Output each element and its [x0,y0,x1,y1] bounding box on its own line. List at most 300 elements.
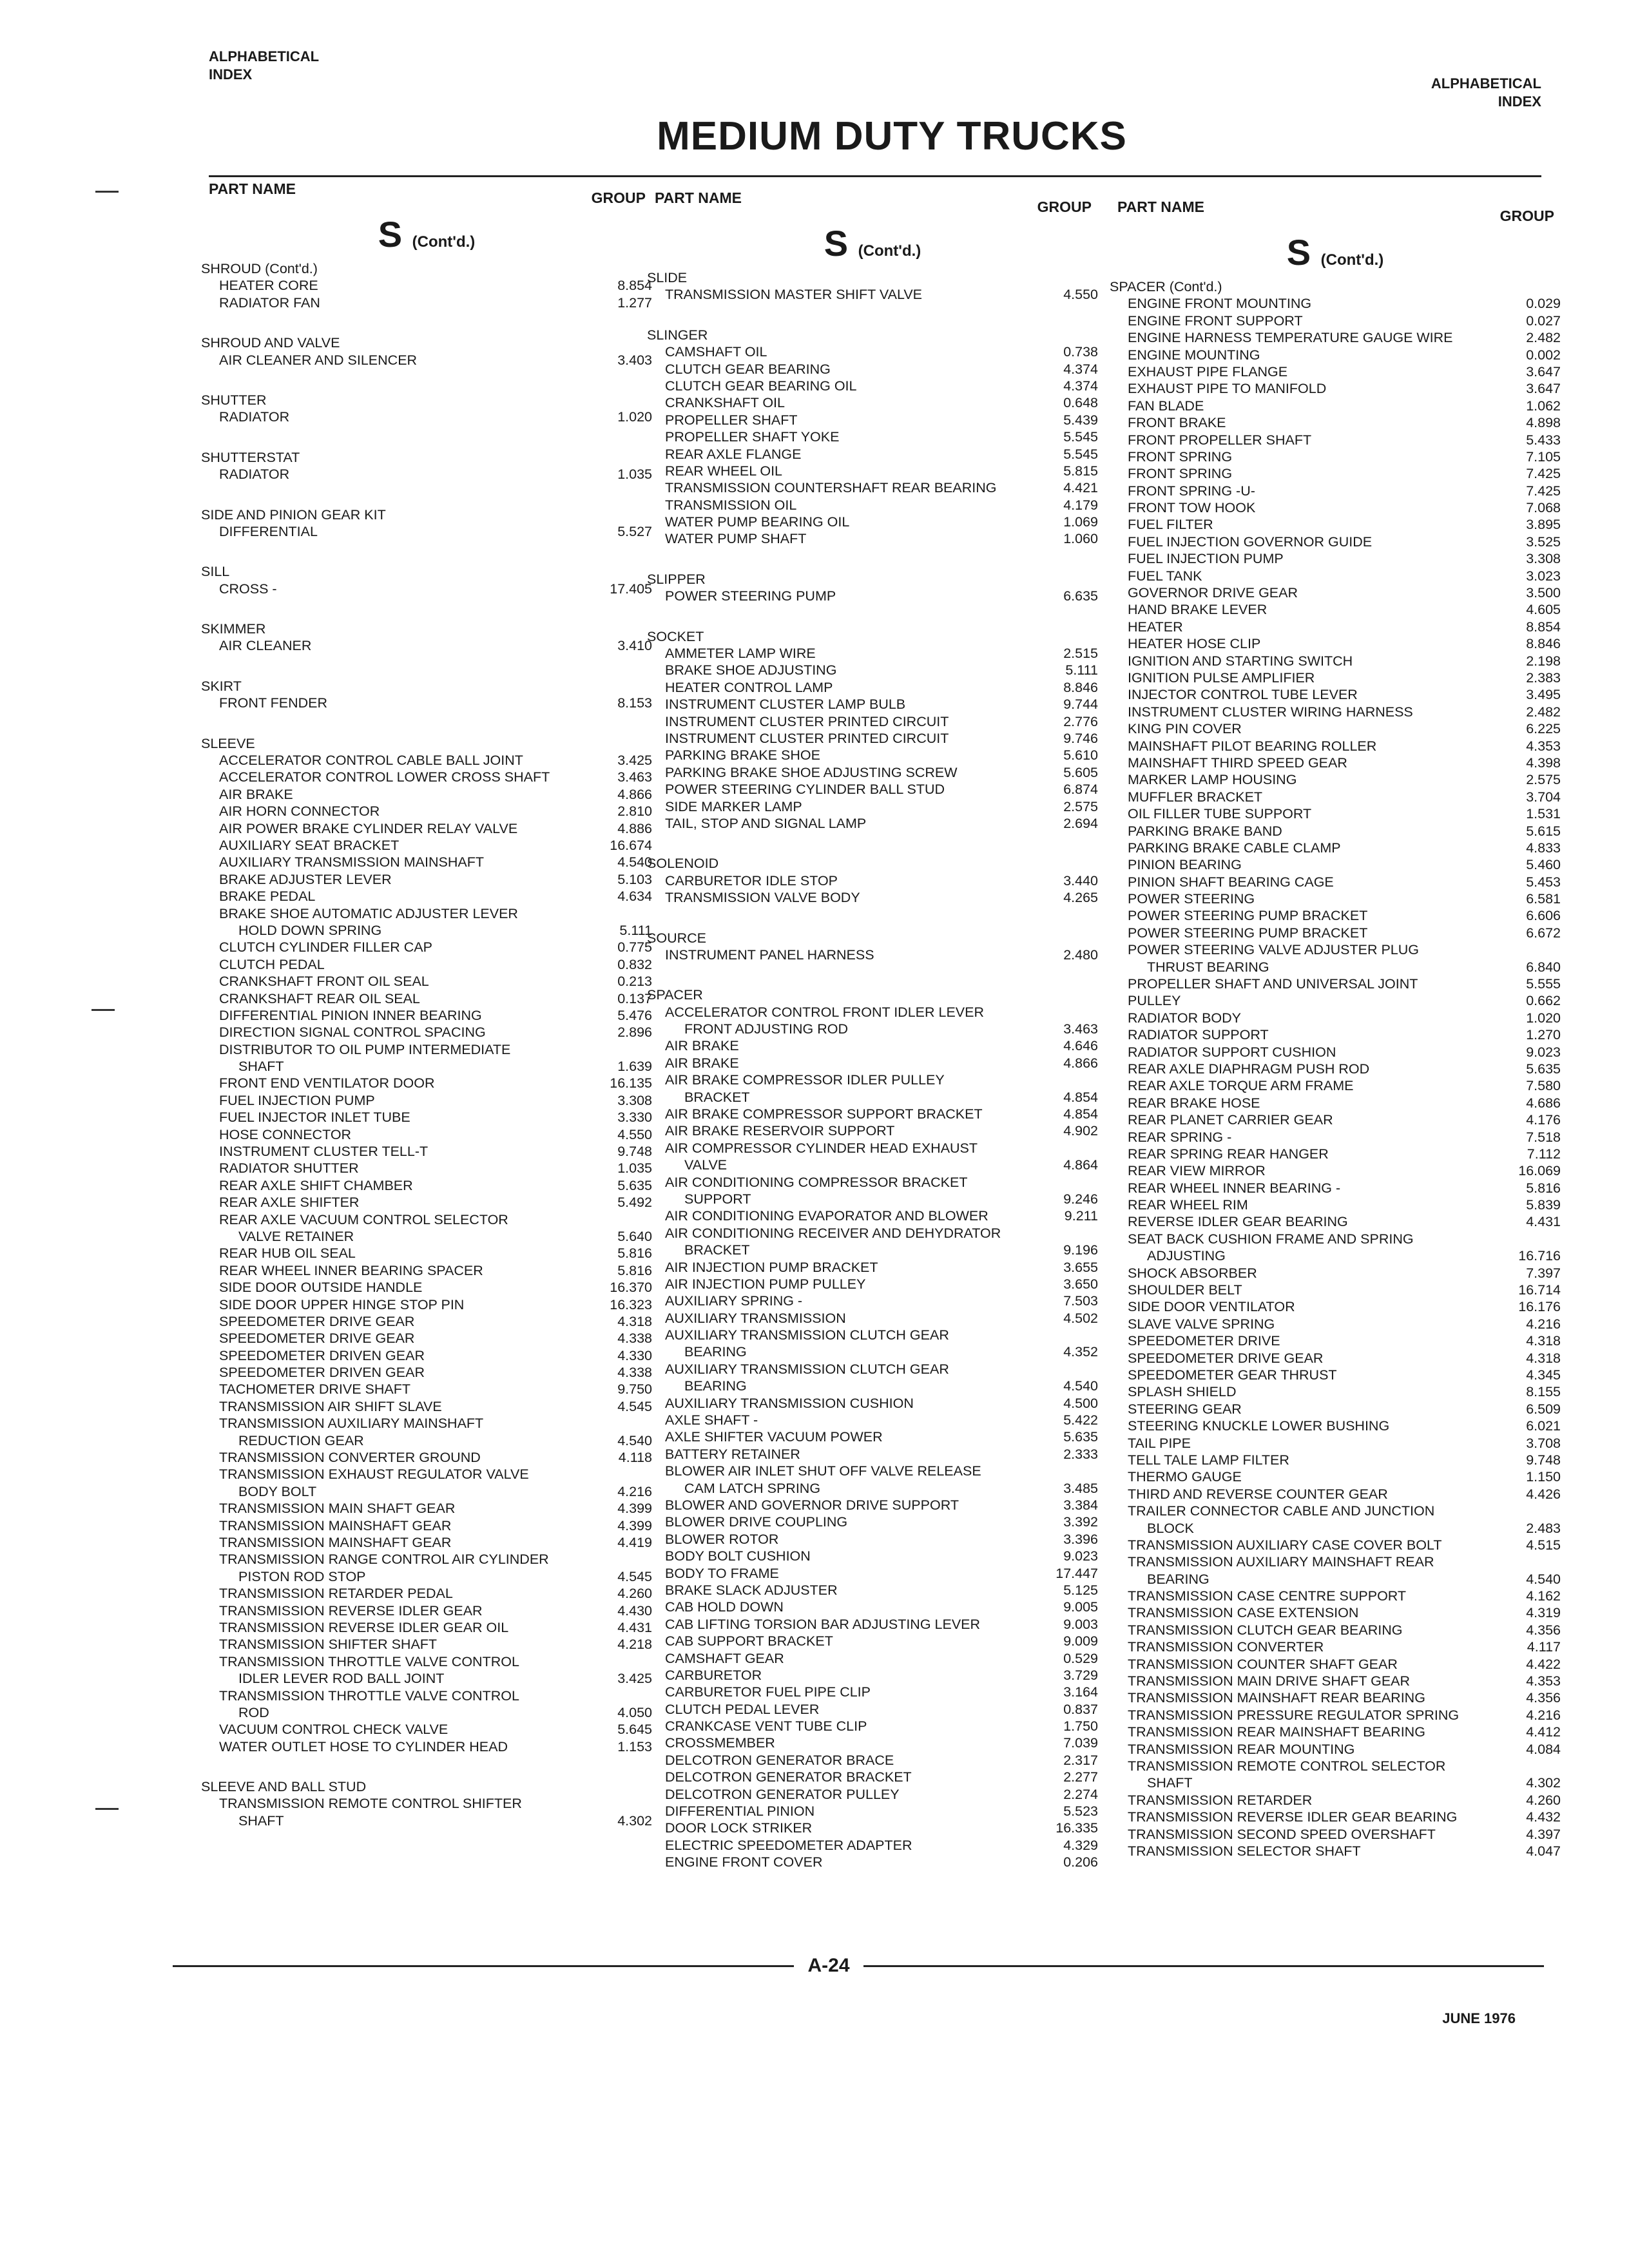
column-header [201,180,652,206]
group-number: 5.111 [619,922,652,938]
group-number: 8.854 [1526,619,1561,635]
part-name: MARKER LAMP HOUSING [1128,772,1297,788]
index-entry [647,747,1098,764]
group-number: 7.068 [1526,500,1561,516]
index-entry [1110,635,1561,652]
part-name: KING PIN COVER [1128,721,1242,737]
index-entry [647,1786,1098,1803]
part-name: SPEEDOMETER DRIVEN GEAR [219,1347,425,1363]
index-entry [1110,1401,1561,1418]
index-entry [201,1092,652,1109]
section-letter: S [824,223,849,264]
part-name: TRANSMISSION REVERSE IDLER GEAR [219,1602,483,1619]
group-number: 16.335 [1055,1820,1098,1836]
entry-spacer [201,597,652,620]
index-entry [647,679,1098,696]
group-number: 4.833 [1526,840,1561,856]
index-entry [647,1752,1098,1769]
group-number: 7.397 [1526,1265,1561,1281]
group-number: 5.555 [1526,976,1561,992]
group-number: 2.277 [1063,1769,1098,1785]
part-name: FAN BLADE [1128,398,1204,414]
index-entry [201,769,652,785]
index-entries [201,260,652,1829]
group-number: 1.150 [1526,1469,1561,1485]
group-number: 2.810 [617,803,652,820]
group-number: 4.545 [617,1398,652,1414]
index-entry [1110,789,1561,805]
group-number: 4.302 [617,1812,652,1829]
part-name: ENGINE FRONT SUPPORT [1128,312,1303,329]
part-name: AIR CLEANER AND SILENCER [219,352,418,368]
group-heading: GROUP [1499,207,1554,224]
part-name: CARBURETOR IDLE STOP [665,872,838,889]
group-number: 17.447 [1055,1565,1098,1581]
index-entry [201,752,652,769]
part-name: TRANSMISSION COUNTER SHAFT GEAR [1128,1656,1398,1672]
group-number: 3.308 [1526,551,1561,567]
index-entry [647,1089,1098,1106]
part-name: TRANSMISSION RETARDER [1128,1792,1313,1808]
part-name: REDUCTION GEAR [238,1432,364,1448]
part-name: VACUUM CONTROL CHECK VALVE [219,1722,448,1738]
part-name: AXLE SHAFT - [665,1412,758,1428]
group-number: 2.198 [1526,653,1561,669]
part-name: CAM LATCH SPRING [684,1480,821,1496]
group-number: 2.896 [617,1024,652,1041]
index-entry [201,1653,652,1670]
part-name: VALVE RETAINER [238,1228,354,1244]
header-right-label [1431,75,1541,111]
index-entry [647,1021,1098,1037]
index-entry [647,479,1098,496]
part-name: THIRD AND REVERSE COUNTER GEAR [1128,1486,1388,1502]
group-number: 6.225 [1526,721,1561,737]
part-name: MAINSHAFT PILOT BEARING ROLLER [1128,738,1377,754]
index-entry [1110,1350,1561,1367]
group-number: 5.125 [1063,1582,1098,1598]
group-number: 4.353 [1526,738,1561,754]
group-number: 2.317 [1063,1752,1098,1768]
part-name: AIR POWER BRAKE CYLINDER RELAY VALVE [219,820,518,836]
index-entry [201,1738,652,1755]
index-entry [1110,890,1561,907]
index-entry [201,581,652,597]
part-name: TRANSMISSION REMOTE CONTROL SHIFTER [219,1796,522,1812]
index-entry [647,1820,1098,1836]
part-name: AUXILIARY TRANSMISSION CLUTCH GEAR [665,1327,949,1343]
group-number: 9.023 [1063,1548,1098,1564]
group-number: 4.374 [1063,378,1098,394]
group-number: 4.352 [1063,1344,1098,1360]
index-entry [201,294,652,311]
group-number: 4.176 [1526,1112,1561,1128]
index-entry [1110,992,1561,1009]
index-entry [201,449,652,466]
index-entry [1110,448,1561,465]
part-name: REAR VIEW MIRROR [1128,1163,1266,1179]
group-number: 1.750 [1063,1718,1098,1735]
part-name: AUXILIARY SEAT BRACKET [219,837,400,853]
part-name: CROSSMEMBER [665,1735,775,1751]
index-entry [201,803,652,820]
group-number: 0.662 [1526,993,1561,1009]
group-number: 7.105 [1526,448,1561,465]
group-number: 4.902 [1063,1123,1098,1139]
group-number: 4.866 [1063,1055,1098,1071]
index-entry [201,1704,652,1721]
group-number: 9.744 [1063,697,1098,713]
part-name: TRANSMISSION SHIFTER SHAFT [219,1637,438,1653]
group-number: 4.117 [1527,1639,1561,1655]
group-number: 4.686 [1526,1095,1561,1111]
group-number: 9.196 [1063,1242,1098,1258]
group-number: 0.832 [617,956,652,972]
part-name: BRAKE SHOE ADJUSTING [665,662,837,678]
part-name: HEATER CONTROL LAMP [665,679,833,695]
part-name: TRANSMISSION THROTTLE VALVE CONTROL [219,1687,519,1704]
part-name: REVERSE IDLER GEAR BEARING [1128,1214,1348,1230]
part-name: PARKING BRAKE CABLE CLAMP [1128,840,1341,856]
part-name: PULLEY [1128,993,1181,1009]
index-entry [1110,1231,1561,1247]
group-number: 6.672 [1526,925,1561,941]
group-heading: GROUP [591,189,646,206]
group-number: 4.431 [617,1619,652,1635]
group-number: 4.854 [1063,1106,1098,1122]
part-name: TRANSMISSION SELECTOR SHAFT [1128,1843,1361,1859]
group-number: 2.575 [1526,772,1561,788]
index-column-3 [1110,198,1561,1860]
part-name: SIDE DOOR UPPER HINGE STOP PIN [219,1296,465,1312]
index-column-2 [647,189,1098,1871]
part-name: CLUTCH GEAR BEARING OIL [665,378,857,394]
index-entry [1110,1111,1561,1128]
group-number: 9.211 [1064,1208,1098,1224]
group-number: 7.425 [1526,466,1561,482]
index-entry [1110,1213,1561,1230]
index-entry [647,1191,1098,1207]
part-name: TRANSMISSION REAR MAINSHAFT BEARING [1128,1724,1425,1740]
part-name: FRONT FENDER [219,695,328,711]
part-name: INSTRUMENT CLUSTER LAMP BULB [665,697,906,713]
part-name: CLUTCH CYLINDER FILLER CAP [219,939,432,956]
part-name: MUFFLER BRACKET [1128,789,1263,805]
index-entry [201,1721,652,1738]
index-entry [647,1667,1098,1684]
part-name: AXLE SHIFTER VACUUM POWER [665,1429,883,1445]
index-entry [201,1296,652,1313]
part-name: STEERING GEAR [1128,1401,1242,1417]
index-entry [201,1245,652,1262]
group-number: 8.846 [1526,636,1561,652]
index-entry [1110,432,1561,448]
group-number: 1.639 [617,1059,652,1075]
part-name: SHOULDER BELT [1128,1282,1242,1298]
part-name: REAR WHEEL INNER BEARING - [1128,1180,1341,1196]
part-name: PINION BEARING [1128,857,1242,873]
index-entry [1110,720,1561,737]
part-name: IDLER LEVER ROD BALL JOINT [238,1671,445,1687]
index-entry [201,408,652,425]
part-name: BLOWER DRIVE COUPLING [665,1514,848,1530]
part-name: CRANKSHAFT FRONT OIL SEAL [219,974,429,990]
group-number: 3.495 [1526,687,1561,703]
index-entry [647,1616,1098,1633]
group-number: 4.330 [617,1347,652,1363]
group-number: 3.396 [1063,1531,1098,1547]
group-number: 1.153 [617,1738,652,1754]
group-number: 2.482 [1526,330,1561,346]
group-number: 4.050 [617,1704,652,1720]
part-name: CARBURETOR [665,1667,762,1683]
index-entry [1110,653,1561,669]
part-name: AIR BRAKE RESERVOIR SUPPORT [665,1123,895,1139]
part-name: ROD [238,1704,269,1720]
part-name: BRACKET [684,1089,750,1105]
part-name: SLIDE [647,270,688,285]
index-entry [201,1160,652,1177]
index-entry [647,1174,1098,1191]
index-entry [647,1701,1098,1718]
part-name: PISTON ROD STOP [238,1568,366,1584]
group-number: 5.645 [617,1722,652,1738]
part-name: TRANSMISSION MAINSHAFT REAR BEARING [1128,1690,1425,1706]
index-entry [1110,1571,1561,1588]
part-name: SIDE DOOR VENTILATOR [1128,1299,1295,1315]
index-entry [201,1670,652,1687]
group-number: 0.027 [1526,312,1561,329]
group-number: 16.323 [610,1296,652,1312]
index-entry [1110,1537,1561,1553]
group-number: 2.483 [1526,1520,1561,1536]
part-name: AIR BRAKE COMPRESSOR IDLER PULLEY [665,1072,945,1088]
index-entry [1110,619,1561,635]
index-entry [647,1769,1098,1785]
part-name: TRANSMISSION CLUTCH GEAR BEARING [1128,1622,1403,1638]
part-name: AUXILIARY TRANSMISSION MAINSHAFT [219,854,484,870]
entry-spacer [647,605,1098,628]
part-name: TRANSMISSION AUXILIARY MAINSHAFT REAR [1128,1554,1434,1570]
group-number: 4.550 [1063,287,1098,303]
part-name: AIR BRAKE [665,1055,739,1071]
part-name: TRANSMISSION MAINSHAFT GEAR [219,1517,452,1533]
group-number: 9.746 [1063,730,1098,746]
index-entry [1110,516,1561,533]
part-name: OIL FILLER TUBE SUPPORT [1128,806,1312,822]
group-number: 4.218 [617,1637,652,1653]
part-name: FUEL FILTER [1128,517,1213,533]
index-entry [647,1310,1098,1327]
index-entry [1110,1689,1561,1706]
entry-spacer [201,311,652,334]
index-entry [201,260,652,277]
group-number: 7.518 [1526,1129,1561,1145]
part-name: WATER PUMP BEARING OIL [665,514,850,530]
index-entry [1110,278,1561,295]
index-entry [201,506,652,523]
group-number: 4.397 [1526,1826,1561,1842]
group-number: 5.635 [1526,1061,1561,1077]
group-number: 9.003 [1063,1616,1098,1632]
part-name: SLINGER [647,327,708,343]
header-left-label [209,48,319,84]
part-name: ACCELERATOR CONTROL LOWER CROSS SHAFT [219,769,550,785]
part-name: CAB LIFTING TORSION BAR ADJUSTING LEVER [665,1616,981,1632]
index-entry [1110,1639,1561,1655]
index-entry [201,1143,652,1160]
index-entry [1110,1129,1561,1146]
group-number: 4.265 [1063,890,1098,906]
index-entry [647,1480,1098,1497]
index-entry [201,1347,652,1364]
group-number: 1.277 [617,294,652,311]
group-number: 4.515 [1526,1537,1561,1553]
group-number: 9.750 [617,1381,652,1398]
index-entry [1110,874,1561,890]
index-entry [1110,1162,1561,1179]
section-continued: (Cont'd.) [858,242,921,260]
index-entry [201,1500,652,1517]
index-entry [1110,669,1561,686]
part-name: REAR AXLE TORQUE ARM FRAME [1128,1078,1354,1094]
index-entry [201,1024,652,1041]
group-number: 2.383 [1526,669,1561,686]
index-entry [647,889,1098,906]
index-entry [647,1004,1098,1021]
part-name: ENGINE MOUNTING [1128,347,1260,363]
index-entry [647,412,1098,428]
group-number: 3.704 [1526,789,1561,805]
group-number: 4.550 [617,1126,652,1142]
part-name: FUEL INJECTION GOVERNOR GUIDE [1128,533,1373,550]
group-number: 7.039 [1063,1735,1098,1751]
index-entry [1110,1298,1561,1315]
index-entry [201,1007,652,1024]
part-name: FRONT SPRING [1128,466,1233,482]
index-entry [1110,1095,1561,1111]
index-entry [647,696,1098,713]
index-entry [647,1684,1098,1700]
part-name: AUXILIARY TRANSMISSION [665,1310,846,1326]
group-number: 4.864 [1063,1157,1098,1173]
part-name-heading: PART NAME [655,189,742,206]
part-name: INJECTOR CONTROL TUBE LEVER [1128,687,1358,703]
index-entry [201,352,652,369]
part-name: RADIATOR BODY [1128,1010,1242,1026]
group-number: 5.610 [1063,747,1098,764]
margin-mark [95,1808,119,1810]
group-number: 3.655 [1063,1259,1098,1275]
index-entry [647,446,1098,463]
group-number: 4.216 [1526,1316,1561,1332]
part-name: BODY TO FRAME [665,1565,779,1581]
index-entry [647,1259,1098,1276]
index-entry [647,1582,1098,1599]
group-number: 0.206 [1063,1854,1098,1870]
part-name: SPEEDOMETER DRIVE GEAR [1128,1350,1324,1366]
index-entry [647,1361,1098,1378]
index-entry [201,392,652,408]
index-entry [647,1803,1098,1820]
group-number: 4.318 [1526,1350,1561,1366]
part-name: AUXILIARY TRANSMISSION CLUTCH GEAR [665,1361,949,1377]
index-entry [1110,907,1561,924]
group-number: 5.460 [1526,857,1561,873]
index-entry [647,463,1098,479]
part-name: TELL TALE LAMP FILTER [1128,1452,1289,1468]
index-entry [647,1343,1098,1360]
group-number: 4.502 [1063,1310,1098,1326]
index-entry [1110,1452,1561,1468]
part-name: ENGINE FRONT MOUNTING [1128,296,1312,312]
index-entry [201,620,652,637]
index-entry [647,798,1098,815]
group-number: 1.020 [1526,1010,1561,1026]
group-number: 4.854 [1063,1089,1098,1105]
index-entry [647,1037,1098,1054]
group-number: 1.069 [1063,514,1098,530]
index-entry [1110,347,1561,363]
index-entry [647,361,1098,378]
index-entry [201,1449,652,1466]
index-entry [647,930,1098,947]
group-number: 4.422 [1526,1656,1561,1672]
part-name: SOURCE [647,930,706,946]
index-entry [1110,1146,1561,1162]
part-name: AIR HORN CONNECTOR [219,803,380,820]
column-header [1110,198,1561,224]
index-entry [647,1122,1098,1139]
group-number: 3.164 [1063,1684,1098,1700]
index-entry [647,855,1098,872]
part-name: FUEL INJECTION PUMP [219,1092,375,1108]
group-number: 3.895 [1526,517,1561,533]
group-number: 8.846 [1063,679,1098,695]
index-entry [1110,1316,1561,1332]
part-name: SPEEDOMETER DRIVEN GEAR [219,1365,425,1381]
entry-spacer [647,907,1098,930]
group-number: 4.412 [1526,1724,1561,1740]
index-entry [647,815,1098,832]
index-entry [201,563,652,580]
section-continued: (Cont'd.) [1320,251,1384,269]
part-name: DELCOTRON GENERATOR BRACE [665,1752,894,1768]
part-name: PARKING BRAKE SHOE [665,747,820,764]
group-number: 6.509 [1526,1401,1561,1417]
index-entry [1110,499,1561,516]
header-left-line1: ALPHABETICAL [209,48,320,64]
index-entry [1110,704,1561,720]
group-number: 16.716 [1518,1248,1561,1264]
group-number: 6.581 [1526,891,1561,907]
group-number: 3.023 [1526,568,1561,584]
part-name: WATER OUTLET HOSE TO CYLINDER HEAD [219,1738,508,1754]
group-number: 4.260 [617,1586,652,1602]
group-number: 5.635 [617,1177,652,1193]
index-entry [647,872,1098,889]
part-name: SHAFT [1147,1775,1193,1791]
section-letter: S [1286,232,1311,273]
index-entry [1110,1588,1561,1604]
index-entry [647,530,1098,547]
group-number: 16.176 [1518,1299,1561,1315]
index-entry [1110,1792,1561,1809]
part-name: BATTERY RETAINER [665,1446,800,1462]
part-name: TRANSMISSION REMOTE CONTROL SELECTOR [1128,1758,1446,1774]
part-name: DELCOTRON GENERATOR BRACKET [665,1769,912,1785]
index-entry [1110,1673,1561,1689]
